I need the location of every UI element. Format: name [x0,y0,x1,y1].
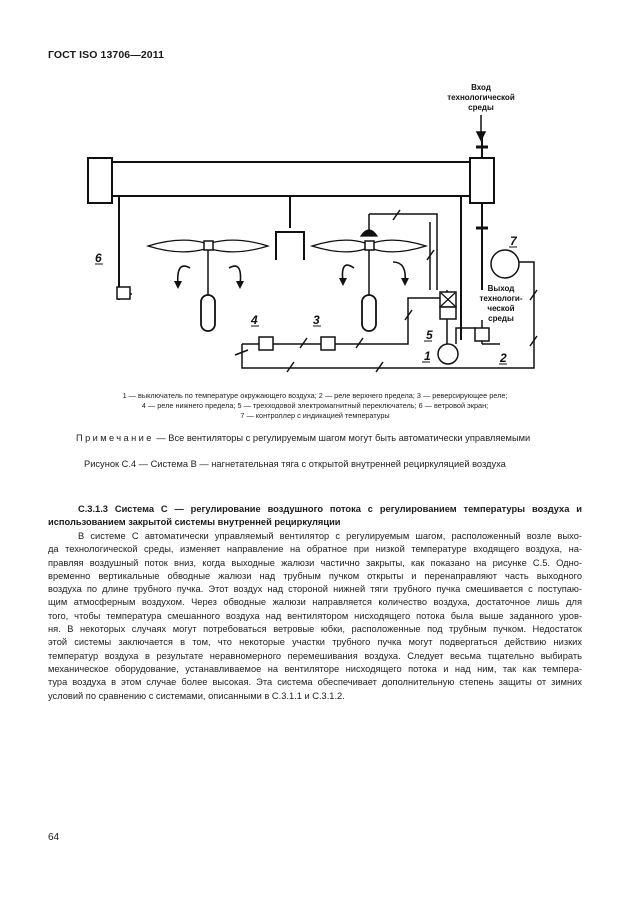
switch-2 [475,328,489,341]
section-body [48,530,582,703]
relay-3 [321,337,335,350]
outlet-label-2: технологи- [479,294,523,303]
figure-note [76,433,596,443]
outlet-label-4: среды [488,314,514,323]
inlet-label-2: технологической [447,93,515,102]
outlet-label-1: Выход [487,284,515,293]
body-line: этой системы заключается в том, что некоторые участки трубного пучка могут подвергаться действию низких [48,637,582,648]
section-title: С.3.1.3 Система С — регулирование воздушного потока с регулированием температуры воздуха и использованием закрытой системы внутренней рециркуляции [48,504,582,528]
marker-5: 5 [426,328,433,342]
marker-3: 3 [313,313,320,327]
marker-7: 7 [510,234,517,248]
figure-caption: Рисунок С.4 — Система В — нагнетательная тяга с открытой внутренней рециркуляцией воздуха [84,459,506,469]
marker-6: 6 [95,251,102,265]
marker-1: 1 [424,349,431,363]
left-header-box [88,158,112,203]
relay-4 [259,337,273,350]
body-line: да технологической среды, изменяет направление на обратное при низкой температуре входящего воздуха, на- [48,544,582,555]
body-line: правляя воздушный поток вниз, когда выходные жалюзи частично закрыты, как показано на рисунке С.5. Одно- [48,557,582,568]
legend-line-3: 7 — контроллер с индикацией температуры [240,411,390,420]
figure-legend [60,391,570,421]
marker-2: 2 [500,351,507,365]
body-line: того, чтобы температура смешанного воздуха над вентилятором нисходящего потока была выше заданного уров- [48,610,582,621]
body-line: температур воздуха в результате неравномерного перемешивания воздуха. Следует весьма тщательно выбирать [48,650,582,661]
body-line: воздуха по длине трубного пучка. Этот воздух над стороной нижней тяги трубного пучка смешивается с поступаю- [48,584,582,595]
inlet-label-1: Вход [471,83,491,92]
outlet-label-3: ческой [487,304,515,313]
note-lead: Примечание [76,433,154,443]
control-diagram [0,0,630,390]
body-line: временно вертикальные обводные жалюзи над трубным пучком открыты и перенаправляют часть выходного [48,570,582,581]
body-line: щим атмосферным воздухом. Через обводные жалюзи направляется количество воздуха, достаточное лишь для [48,597,582,608]
marker-4: 4 [251,313,258,327]
right-header-box [470,158,494,203]
body-line: ня. В некоторых случаях могут потребоваться ветровые юбки, расположенные под трубным пучком. Недостаток [48,624,582,635]
body-line: тура воздуха в этом случае более высокая. Эта система обеспечивает дополнительную степень защиты от зимних [48,677,582,688]
relay-6 [117,287,130,299]
page-number: 64 [48,832,60,843]
thermostat-1 [438,344,458,364]
body-line: В системе С автоматически управляемый вентилятор с регулируемым шагом, расположенный возле выхо- [78,531,582,541]
fan-left [148,240,268,331]
body-line: механическое оборудование, устанавливаемое на вентиляторе нисходящего потока и над ним, так как темпера- [48,663,582,674]
legend-line-1: 1 — выключатель по температуре окружающего воздуха; 2 — реле верхнего предела; 3 — реверсирующее реле; [122,391,508,400]
body-line: условий по сравнению с системами, описанными в С.3.1.1 и С.3.1.2. [48,690,345,701]
document-header: ГОСТ ISO 13706—2011 [48,49,165,61]
inlet-label-3: среды [468,103,494,112]
note-text: — Все вентиляторы с регулируемым шагом могут быть автоматически управляемыми [153,433,531,443]
controller-7 [491,250,519,278]
legend-line-2: 4 — реле нижнего предела; 5 — трехходовой электромагнитный переключатель; 6 — ветровой экран; [141,401,489,410]
